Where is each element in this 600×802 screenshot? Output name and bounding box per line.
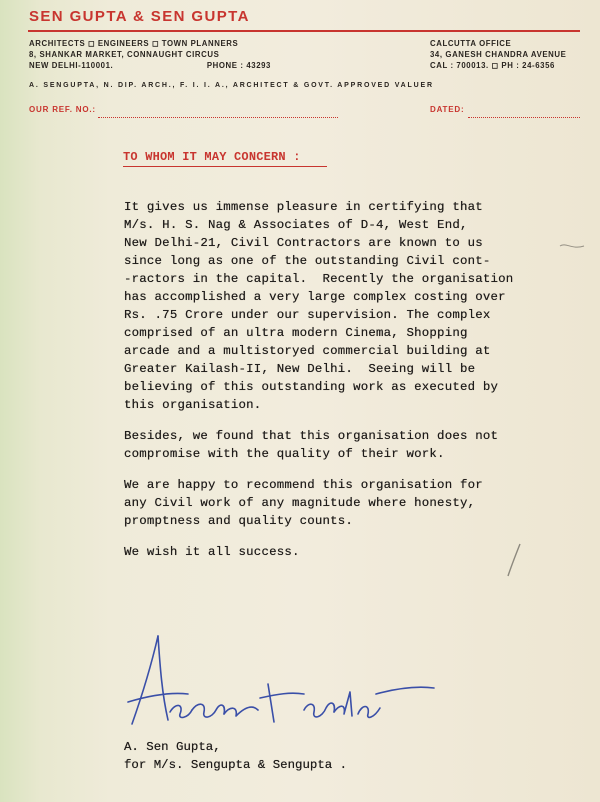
delhi-city: NEW DELHI-110001. xyxy=(29,61,114,70)
body-line: this organisation. xyxy=(124,398,262,412)
paragraph-recommendation xyxy=(124,476,544,530)
stray-pen-mark xyxy=(558,236,588,256)
body-line: believing of this outstanding work as executed by xyxy=(124,380,499,394)
handwritten-signature xyxy=(118,632,438,732)
dated-label: DATED: xyxy=(430,105,465,114)
calcutta-street-line: 34, GANESH CHANDRA AVENUE xyxy=(430,50,567,59)
paragraph-certification xyxy=(124,198,544,414)
services-line: ARCHITECTS ◻ ENGINEERS ◻ TOWN PLANNERS xyxy=(29,39,239,48)
delhi-street-line: 8, SHANKAR MARKET, CONNAUGHT CIRCUS xyxy=(29,50,220,59)
body-line: promptness and quality counts. xyxy=(124,514,354,528)
body-line: Rs. .75 Crore under our supervision. The complex xyxy=(124,308,491,322)
body-line: has accomplished a very large complex costing over xyxy=(124,290,506,304)
body-line: any Civil work of any magnitude where honesty, xyxy=(124,496,476,510)
body-line: M/s. H. S. Nag & Associates of D-4, West End, xyxy=(124,218,468,232)
our-ref-field-line xyxy=(98,117,338,118)
header-rule xyxy=(28,30,580,32)
ink-smudge-mark xyxy=(490,540,530,580)
signer-organisation: for M/s. Sengupta & Sengupta . xyxy=(124,758,348,772)
salutation-heading: TO WHOM IT MAY CONCERN : xyxy=(123,150,301,164)
body-line: since long as one of the outstanding Civil cont- xyxy=(124,254,491,268)
body-line: -ractors in the capital. Recently the organisation xyxy=(124,272,514,286)
firm-name: SEN GUPTA & SEN GUPTA xyxy=(29,8,250,25)
dated-field-line xyxy=(468,117,580,118)
signatory-block xyxy=(124,738,347,774)
body-line: Greater Kailash-II, New Delhi. Seeing will be xyxy=(124,362,476,376)
letter-body xyxy=(124,198,544,574)
body-line: We wish it all success. xyxy=(124,545,300,559)
calcutta-pin-phone-line: CAL : 700013. ◻ PH : 24-6356 xyxy=(430,61,555,70)
salutation-underline xyxy=(123,166,327,167)
body-line: compromise with the quality of their work. xyxy=(124,447,445,461)
office-address-delhi xyxy=(29,38,271,71)
delhi-phone: PHONE : 43293 xyxy=(206,61,271,70)
body-line: We are happy to recommend this organisation for xyxy=(124,478,483,492)
delhi-city-phone-line xyxy=(29,60,271,71)
body-line: arcade and a multistoryed commercial building at xyxy=(124,344,491,358)
office-address-calcutta xyxy=(430,38,566,71)
body-line: New Delhi-21, Civil Contractors are known to us xyxy=(124,236,483,250)
body-line: comprised of an ultra modern Cinema, Shopping xyxy=(124,326,468,340)
architect-credentials: A. SENGUPTA, N. DIP. ARCH., F. I. I. A., ARCHITECT & GOVT. APPROVED VALUER xyxy=(29,82,434,89)
paragraph-quality xyxy=(124,427,544,463)
body-line: Besides, we found that this organisation does not xyxy=(124,429,499,443)
signer-name: A. Sen Gupta, xyxy=(124,740,221,754)
calcutta-office-label: CALCUTTA OFFICE xyxy=(430,39,512,48)
body-line: It gives us immense pleasure in certifying that xyxy=(124,200,483,214)
our-ref-label: OUR REF. NO.: xyxy=(29,105,96,114)
paragraph-closing xyxy=(124,543,544,561)
